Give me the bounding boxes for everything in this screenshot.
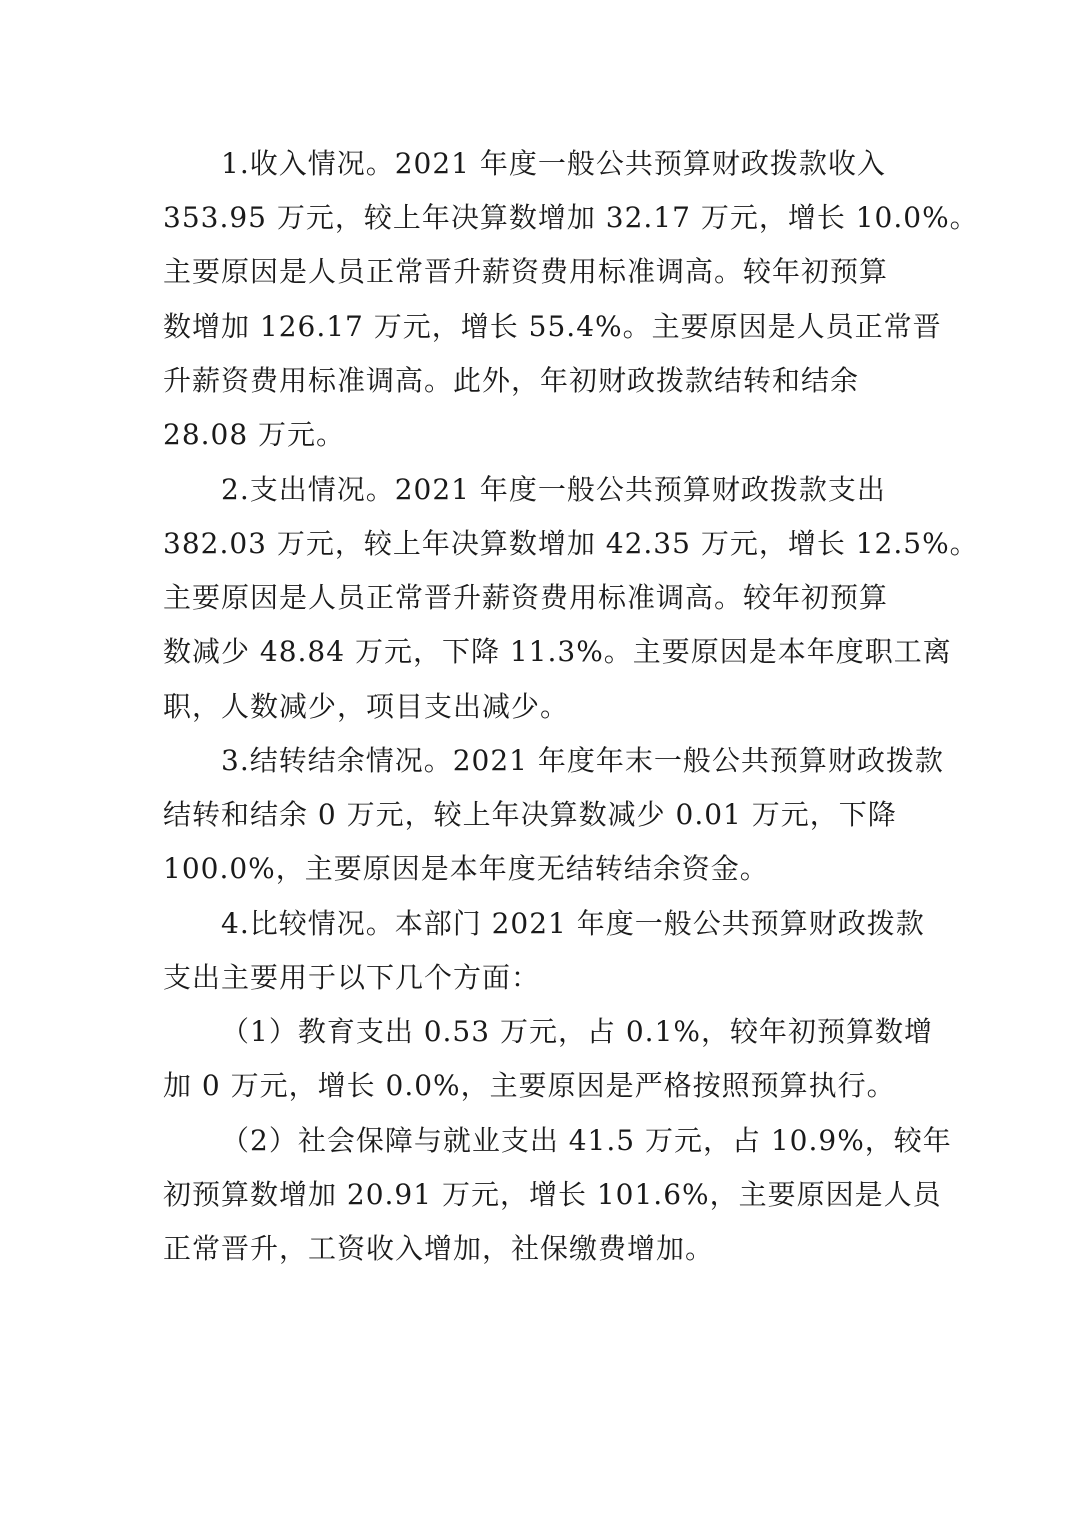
text-line: 1.收入情况。2021 年度一般公共预算财政拨款收入 (221, 147, 886, 180)
text-line: 数减少 48.84 万元，下降 11.3%。主要原因是本年度职工离 (163, 635, 952, 668)
text-line: 正常晋升，工资收入增加，社保缴费增加。 (163, 1232, 715, 1265)
text-line: 2.支出情况。2021 年度一般公共预算财政拨款支出 (221, 473, 886, 506)
text-line: 支出主要用于以下几个方面： (163, 961, 541, 994)
text-line: （1）教育支出 0.53 万元，占 0.1%，较年初预算数增 (221, 1015, 933, 1048)
text-line: 3.结转结余情况。2021 年度年末一般公共预算财政拨款 (221, 744, 944, 777)
text-line: 100.0%，主要原因是本年度无结转结余资金。 (163, 852, 769, 885)
text-line: 28.08 万元。 (163, 418, 346, 451)
text-line: 353.95 万元，较上年决算数增加 32.17 万元，增长 10.0%。 (163, 201, 979, 234)
text-line: 加 0 万元，增长 0.0%，主要原因是严格按照预算执行。 (163, 1069, 896, 1102)
text-line: 4.比较情况。本部门 2021 年度一般公共预算财政拨款 (221, 907, 925, 940)
text-line: 结转和结余 0 万元，较上年决算数减少 0.01 万元，下降 (163, 798, 897, 831)
text-line: （2）社会保障与就业支出 41.5 万元，占 10.9%，较年 (221, 1124, 952, 1157)
text-line: 数增加 126.17 万元，增长 55.4%。主要原因是人员正常晋 (163, 310, 942, 343)
text-line: 职，人数减少，项目支出减少。 (163, 690, 570, 723)
text-line: 初预算数增加 20.91 万元，增长 101.6%，主要原因是人员 (163, 1178, 942, 1211)
text-line: 升薪资费用标准调高。此外，年初财政拨款结转和结余 (163, 364, 860, 397)
text-line: 主要原因是人员正常晋升薪资费用标准调高。较年初预算 (163, 581, 889, 614)
text-line: 主要原因是人员正常晋升薪资费用标准调高。较年初预算 (163, 255, 889, 288)
text-line: 382.03 万元，较上年决算数增加 42.35 万元，增长 12.5%。 (163, 527, 979, 560)
